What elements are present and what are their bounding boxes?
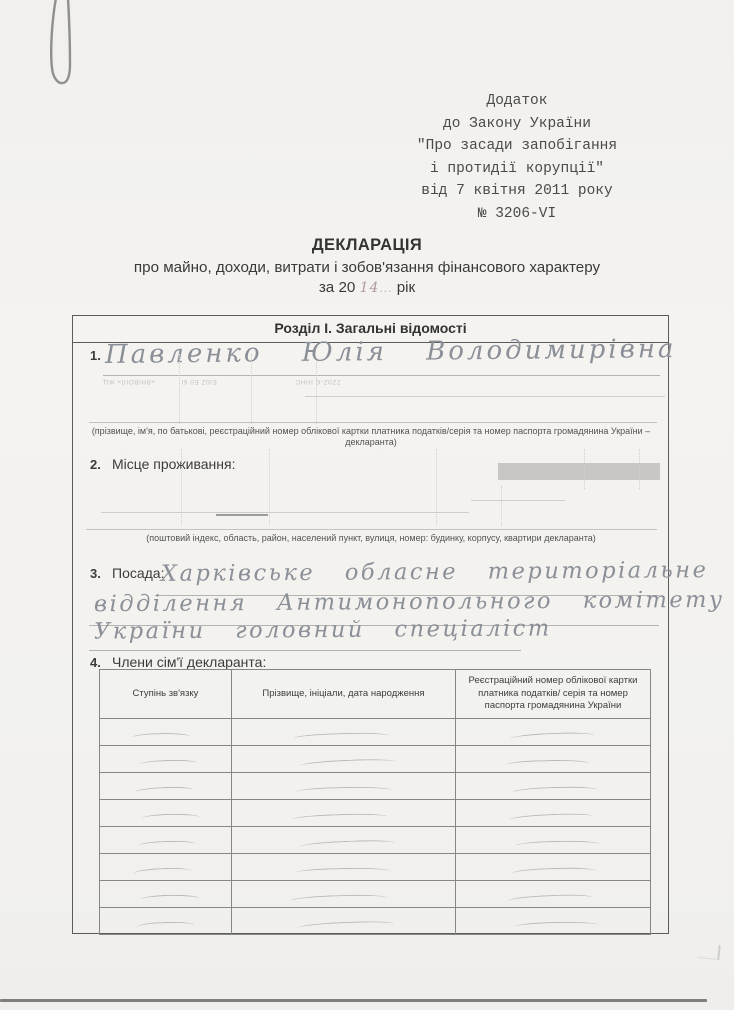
handwritten-dash bbox=[510, 731, 594, 743]
handwritten-dash bbox=[506, 759, 590, 768]
short-dark-line bbox=[216, 514, 268, 516]
table-cell bbox=[100, 908, 232, 935]
handwritten-dash bbox=[290, 894, 386, 905]
table-cell bbox=[456, 827, 651, 854]
ghost-stamp: ЕІ0Z Е0 6І bbox=[181, 378, 217, 385]
table-cell bbox=[100, 800, 232, 827]
table-row bbox=[100, 854, 651, 881]
table-row bbox=[100, 773, 651, 800]
handwritten-dash bbox=[509, 812, 593, 824]
scan-edge-shadow bbox=[0, 999, 707, 1002]
item4-number: 4. bbox=[90, 655, 101, 670]
table-cell bbox=[100, 881, 232, 908]
item3-handwriting-line3: України головний спеціаліст bbox=[93, 615, 552, 645]
table-cell bbox=[100, 827, 232, 854]
table-cell bbox=[232, 908, 456, 935]
handwritten-year: 14 bbox=[359, 280, 380, 296]
handwritten-dash bbox=[294, 867, 390, 877]
document-year-line bbox=[0, 279, 734, 296]
table-cell bbox=[456, 800, 651, 827]
table-row bbox=[100, 719, 651, 746]
handwritten-dash bbox=[133, 867, 191, 877]
section1-heading: Розділ І. Загальні відомості bbox=[73, 316, 668, 343]
table-row bbox=[100, 800, 651, 827]
law-ref-line: "Про засади запобігання bbox=[416, 138, 618, 154]
faint-line bbox=[305, 396, 665, 397]
faint-line bbox=[86, 529, 657, 530]
year-suffix: рік bbox=[396, 279, 416, 296]
item1-caption: (прізвище, ім'я, по батькові, реєстраційний номер облікової картки платника податків/серія та номер паспорта громадянина України – декларанта) bbox=[91, 426, 651, 447]
handwritten-dash bbox=[137, 840, 195, 850]
table-row bbox=[100, 881, 651, 908]
item4-label: Члени сім'ї декларанта: bbox=[112, 654, 267, 670]
item3-writing-line3 bbox=[89, 650, 521, 651]
handwritten-dash bbox=[512, 867, 596, 877]
handwritten-dash bbox=[299, 758, 395, 770]
bleedthrough-dotted-line bbox=[436, 449, 437, 525]
handwritten-dash bbox=[291, 813, 387, 824]
bleedthrough-dotted-line bbox=[269, 449, 270, 525]
table-row bbox=[100, 827, 651, 854]
document-title: ДЕКЛАРАЦІЯ bbox=[311, 236, 423, 254]
law-ref-line: № 3206-VI bbox=[477, 205, 557, 222]
bleedthrough-dotted-line bbox=[316, 361, 317, 424]
handwritten-dash bbox=[508, 893, 592, 905]
item1-number: 1. bbox=[90, 348, 101, 363]
col-header-taxid: Реєстраційний номер облікової картки платника податків/ серія та номер паспорта громадянина України bbox=[456, 670, 651, 719]
table-cell bbox=[100, 719, 232, 746]
law-ref-line: і протидії корупції" bbox=[429, 160, 605, 177]
page-curl-mark bbox=[697, 943, 720, 960]
item3-label: Посада: bbox=[112, 565, 165, 581]
redaction-box bbox=[498, 463, 660, 480]
table-cell bbox=[456, 854, 651, 881]
handwritten-dash bbox=[298, 839, 394, 851]
ghost-stamp: ZZ0Z-Є ІННС bbox=[295, 378, 341, 385]
paperclip-icon bbox=[42, 0, 78, 93]
item3-number: 3. bbox=[90, 566, 101, 581]
handwritten-dash bbox=[513, 786, 597, 796]
family-table-body bbox=[100, 719, 651, 935]
section1-box bbox=[72, 315, 725, 934]
handwritten-dash bbox=[131, 733, 189, 742]
family-members-table bbox=[99, 669, 651, 935]
handwritten-dash bbox=[136, 921, 194, 931]
table-cell bbox=[100, 854, 232, 881]
table-cell bbox=[232, 827, 456, 854]
ghost-stamp: «ВНІВОІЛ» ЖЦ bbox=[103, 378, 155, 385]
faint-line bbox=[89, 422, 657, 423]
handwritten-dash bbox=[134, 786, 192, 796]
bleedthrough-dotted-line bbox=[179, 354, 180, 424]
table-cell bbox=[232, 800, 456, 827]
document-subtitle: про майно, доходи, витрати і зобов'язання фінансового характеру bbox=[133, 259, 601, 276]
handwritten-dash bbox=[141, 813, 199, 822]
table-cell bbox=[456, 773, 651, 800]
handwritten-dash bbox=[516, 840, 600, 849]
bleedthrough-dotted-line bbox=[501, 486, 502, 526]
document-title-block bbox=[0, 236, 734, 296]
table-cell bbox=[456, 908, 651, 935]
handwritten-dash bbox=[140, 894, 198, 903]
handwritten-dash bbox=[515, 921, 599, 930]
col-header-name: Прізвище, ініціали, дата народження bbox=[232, 670, 456, 719]
bleedthrough-dotted-line bbox=[584, 449, 585, 489]
law-ref-line: Додаток bbox=[486, 93, 548, 109]
item2-label: Місце проживання: bbox=[112, 456, 236, 472]
year-dots: ... bbox=[379, 281, 393, 295]
table-cell bbox=[456, 719, 651, 746]
table-cell bbox=[100, 746, 232, 773]
year-prefix: за 20 bbox=[318, 279, 356, 296]
table-cell bbox=[232, 746, 456, 773]
handwritten-dash bbox=[297, 920, 393, 932]
table-cell bbox=[100, 773, 232, 800]
bleedthrough-dotted-line bbox=[639, 449, 640, 489]
table-header-row bbox=[100, 670, 651, 719]
table-row bbox=[100, 908, 651, 935]
law-ref-line: до Закону України bbox=[443, 115, 591, 132]
handwritten-dash bbox=[295, 786, 391, 796]
faint-line bbox=[101, 512, 469, 513]
item1-writing-line bbox=[103, 375, 660, 376]
table-row bbox=[100, 746, 651, 773]
handwritten-dash bbox=[292, 732, 388, 743]
table-cell bbox=[232, 854, 456, 881]
handwritten-dash bbox=[138, 759, 196, 769]
table-cell bbox=[456, 881, 651, 908]
item3-handwriting-line2: відділення Антимонопольного комітету bbox=[93, 586, 725, 618]
col-header-relation: Ступінь зв'язку bbox=[100, 670, 232, 719]
item2-number: 2. bbox=[90, 457, 101, 472]
item1-handwritten-name: Павленко Юлія Володимирівна bbox=[104, 334, 677, 370]
table-cell bbox=[232, 773, 456, 800]
table-cell bbox=[232, 881, 456, 908]
law-ref-line: від 7 квітня 2011 року bbox=[421, 183, 613, 199]
bleedthrough-dotted-line bbox=[181, 449, 182, 525]
item3-handwriting-line1: Харківське обласне територіальне bbox=[160, 557, 709, 587]
table-cell bbox=[232, 719, 456, 746]
law-reference-block bbox=[380, 90, 654, 225]
table-cell bbox=[456, 746, 651, 773]
bleedthrough-dotted-line bbox=[251, 354, 252, 424]
item2-caption: (поштовий індекс, область, район, населений пункт, вулиця, номер: будинку, корпусу, квартири декларанта) bbox=[146, 533, 596, 543]
faint-line bbox=[471, 500, 565, 501]
